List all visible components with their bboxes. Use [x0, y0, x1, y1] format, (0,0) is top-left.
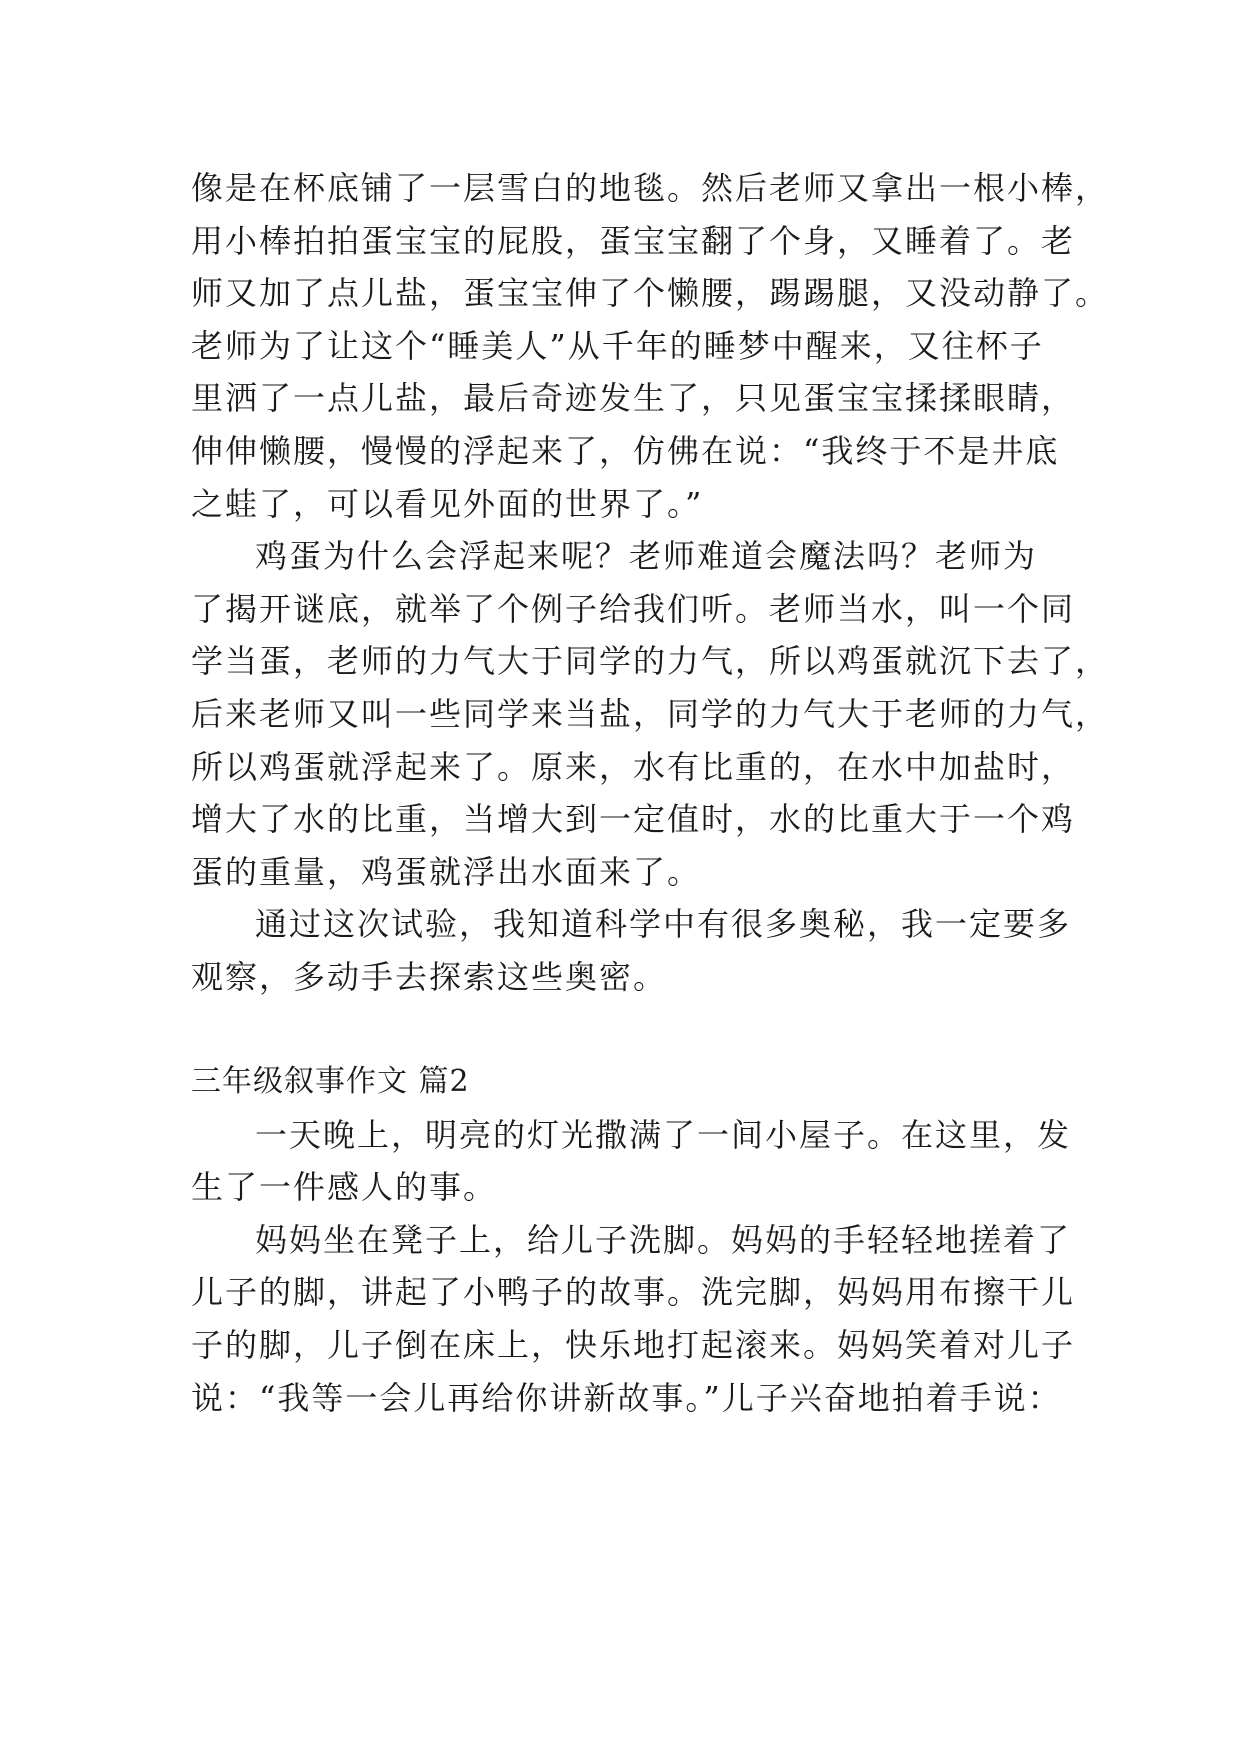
text-line: 增大了水的比重，当增大到一定值时，水的比重大于一个鸡 — [191, 800, 1076, 839]
text-line: 儿子的脚，讲起了小鸭子的故事。洗完脚，妈妈用布擦干儿 — [191, 1273, 1076, 1312]
text-line: 所以鸡蛋就浮起来了。原来，水有比重的，在水中加盐时， — [191, 747, 1076, 786]
text-line: 生了一件感人的事。 — [191, 1168, 498, 1207]
text-line: 师又加了点儿盐，蛋宝宝伸了个懒腰，踢踢腿，又没动静了。 — [191, 274, 1110, 313]
text-line: 像是在杯底铺了一层雪白的地毯。然后老师又拿出一根小棒， — [191, 169, 1110, 207]
text-line: 后来老师又叫一些同学来当盐，同学的力气大于老师的力气， — [191, 694, 1110, 733]
text-line: 鸡蛋为什么会浮起来呢？老师难道会魔法吗？老师为 — [255, 537, 1038, 576]
text-line: 学当蛋，老师的力气大于同学的力气，所以鸡蛋就沉下去了， — [191, 642, 1110, 681]
text-line: 妈妈坐在凳子上，给儿子洗脚。妈妈的手轻轻地搓着了 — [255, 1220, 1072, 1259]
text-line: 说：“我等一会儿再给你讲新故事。”儿子兴奋地拍着手说： — [191, 1378, 1062, 1417]
text-line: 之蛙了，可以看见外面的世界了。” — [191, 484, 704, 523]
document-body — [191, 162, 1110, 1424]
paragraph-3 — [191, 898, 1071, 1003]
text-line: 里洒了一点儿盐，最后奇迹发生了，只见蛋宝宝揉揉眼睛， — [191, 379, 1076, 418]
paragraph-spacer — [191, 1004, 1071, 1057]
text-line: 用小棒拍拍蛋宝宝的屁股，蛋宝宝翻了个身，又睡着了。老 — [191, 221, 1076, 260]
text-line: 一天晚上，明亮的灯光撒满了一间小屋子。在这里，发 — [255, 1115, 1072, 1154]
text-line: 伸伸懒腰，慢慢的浮起来了，仿佛在说：“我终于不是井底 — [191, 431, 1060, 470]
section-heading: 三年级叙事作文 篇2 — [191, 1064, 470, 1100]
text-line: 老师为了让这个“睡美人”从千年的睡梦中醒来，又往杯子 — [191, 326, 1044, 365]
text-line: 观察，多动手去探索这些奥密。 — [191, 957, 668, 996]
text-line: 蛋的重量，鸡蛋就浮出水面来了。 — [191, 852, 702, 891]
paragraph-4 — [191, 1109, 1071, 1214]
text-line: 通过这次试验，我知道科学中有很多奥秘，我一定要多 — [255, 905, 1072, 944]
text-line: 了揭开谜底，就举了个例子给我们听。老师当水，叫一个同 — [191, 589, 1076, 628]
text-line: 子的脚，儿子倒在床上，快乐地打起滚来。妈妈笑着对儿子 — [191, 1326, 1076, 1365]
paragraph-5 — [191, 1214, 1076, 1424]
paragraph-2 — [191, 530, 1110, 898]
paragraph-1 — [191, 162, 1110, 530]
